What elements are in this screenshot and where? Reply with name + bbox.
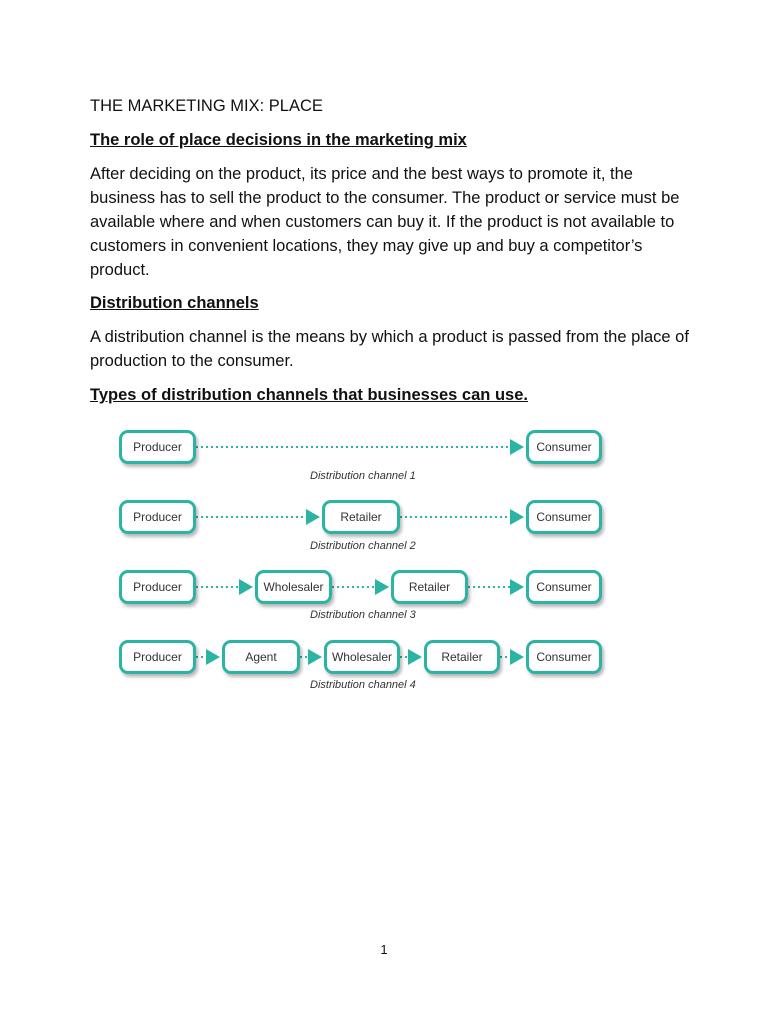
channel-2-node-consumer: Consumer (526, 500, 602, 534)
section-heading-distribution-channels: Distribution channels (90, 294, 259, 312)
section-heading-channel-types: Types of distribution channels that businesses can use. (90, 386, 528, 404)
channel-3-node-producer: Producer (119, 570, 196, 604)
page-number: 1 (380, 942, 388, 957)
channel-2-node-retailer: Retailer (322, 500, 400, 534)
page-title: THE MARKETING MIX: PLACE (90, 97, 323, 115)
channel-4-node-producer: Producer (119, 640, 196, 674)
channel-1-caption: Distribution channel 1 (310, 470, 416, 482)
channel-3-node-consumer: Consumer (526, 570, 602, 604)
channel-4-node-agent: Agent (222, 640, 300, 674)
channel-1-node-producer: Producer (119, 430, 196, 464)
paragraph-distribution-channels: A distribution channel is the means by which a product is passed from the place of production to the consumer. (90, 328, 689, 370)
channel-3-node-retailer: Retailer (391, 570, 468, 604)
channel-2-caption: Distribution channel 2 (310, 540, 416, 552)
channel-2-node-producer: Producer (119, 500, 196, 534)
channel-4-node-wholesaler: Wholesaler (324, 640, 400, 674)
channel-4-node-retailer: Retailer (424, 640, 500, 674)
channel-3-caption: Distribution channel 3 (310, 609, 416, 621)
channel-4-caption: Distribution channel 4 (310, 679, 416, 691)
channel-4-node-consumer: Consumer (526, 640, 602, 674)
channel-1-node-consumer: Consumer (526, 430, 602, 464)
channel-3-node-wholesaler: Wholesaler (255, 570, 332, 604)
paragraph-role-of-place: After deciding on the product, its price and the best ways to promote it, the business has to sell the product to the consumer. The product or service must be available where and when customers can buy it. If the product is not available to customers in convenient locations, they may give up and buy a competitor’s product. (90, 165, 680, 279)
section-heading-role-of-place: The role of place decisions in the marketing mix (90, 131, 467, 149)
